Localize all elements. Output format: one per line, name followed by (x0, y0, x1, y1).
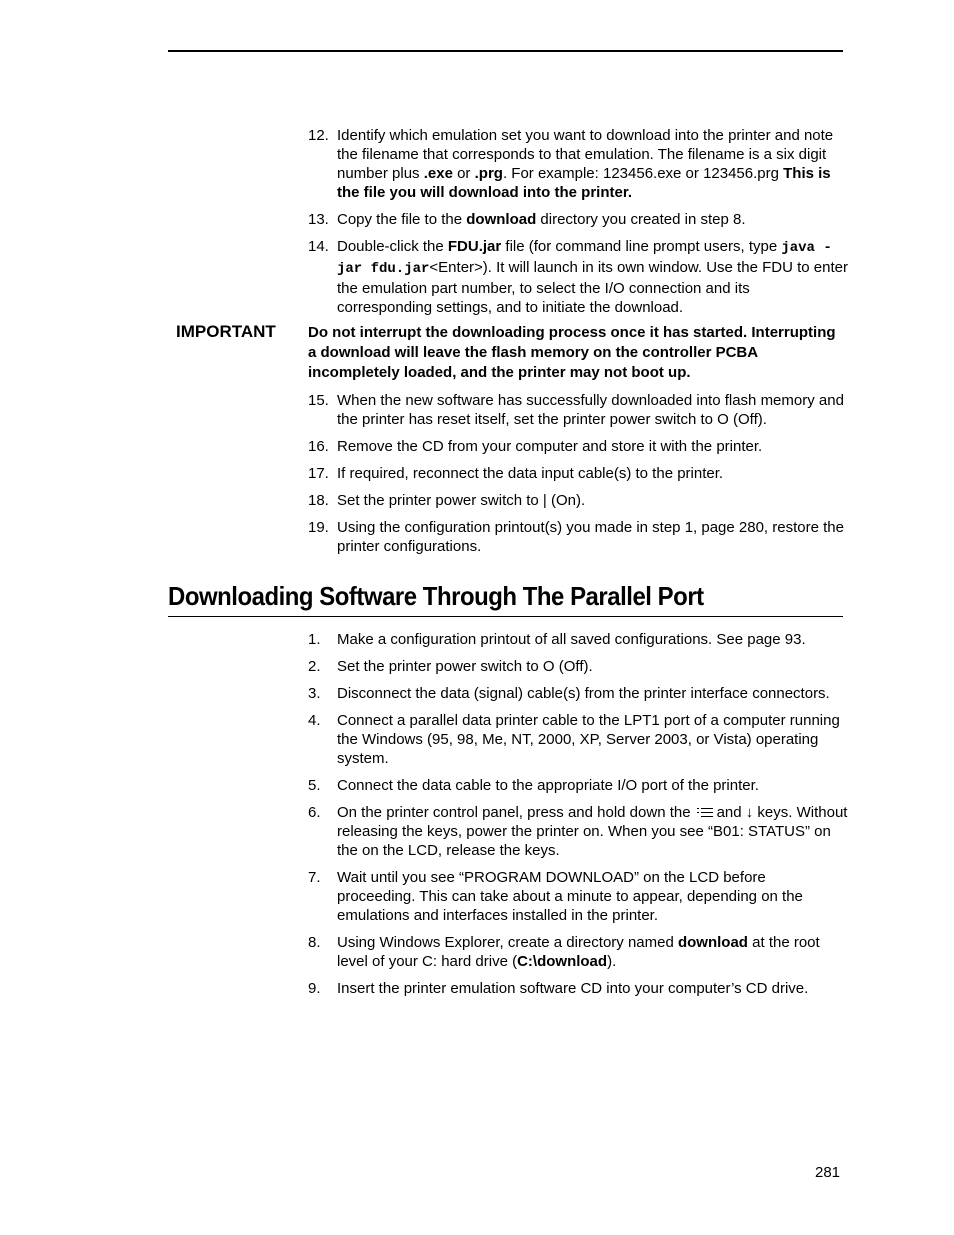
steps-list-continued (308, 391, 848, 564)
step-text: Set the printer power switch to | (On). (337, 492, 586, 509)
list-item (308, 518, 848, 556)
list-item (308, 391, 848, 429)
header-rule (168, 50, 843, 52)
list-item-number: 12. (308, 127, 329, 144)
list-item-number: 6. (308, 804, 321, 821)
step-text: If required, reconnect the data input cable(s) to the printer. (337, 465, 724, 482)
step-text: ). (607, 953, 617, 970)
list-item (308, 684, 848, 703)
list-item (308, 237, 848, 317)
step-text: or (452, 165, 475, 182)
list-item (308, 979, 848, 998)
step-text: and ↓ keys. Without releasing the keys, power the printer on. When you see “B01: STATUS” on the on the LCD, release the keys. (337, 804, 848, 859)
step-text: When the new software has successfully downloaded into flash memory and the printer has reset itself, set the printer power switch to O (Off). (337, 392, 844, 428)
list-item-number: 1. (308, 631, 321, 648)
list-item-number: 3. (308, 685, 321, 702)
list-item (308, 868, 848, 925)
list-item (308, 126, 848, 202)
list-item-number: 9. (308, 980, 321, 997)
step-text: Remove the CD from your computer and store it with the printer. (337, 438, 763, 455)
step-text: <Enter>). It will launch in its own window. Use the FDU to enter the emulation part number, to select the I/O connection and its corresponding settings, and to initiate the download. (337, 259, 848, 316)
bold-text: C:\download (517, 953, 608, 970)
list-item-number: 15. (308, 392, 329, 409)
step-text: Wait until you see “PROGRAM DOWNLOAD” on the LCD before proceeding. This can take about a minute to appear, depending on the emulations and interfaces installed in the printer. (337, 869, 803, 924)
list-item-number: 13. (308, 211, 329, 228)
list-item-number: 14. (308, 238, 329, 255)
step-text: Connect a parallel data printer cable to the LPT1 port of a computer running the Windows (95, 98, Me, NT, 2000, XP, Server 2003, or Vista) operating system. (337, 712, 840, 767)
steps-list-top (308, 126, 848, 325)
important-note: Do not interrupt the downloading process once it has started. Interrupting a download will leave the flash memory on the controller PCBA incompletely loaded, and the printer may not boot up. (308, 324, 836, 381)
step-text: Copy the file to the (337, 211, 467, 228)
step-text: Make a configuration printout of all saved configurations. See page 93. (337, 631, 806, 648)
step-text: directory you created in step 8. (536, 211, 746, 228)
step-text: Disconnect the data (signal) cable(s) from the printer interface connectors. (337, 685, 830, 702)
step-text: . For example: 123456.exe or 123456.prg (502, 165, 784, 182)
list-item (308, 491, 848, 510)
step-text: Using the configuration printout(s) you made in step 1, page 280, restore the printer configurations. (337, 519, 844, 555)
step-text: Double-click the (337, 238, 448, 255)
step-text: On the printer control panel, press and hold down the (337, 804, 691, 821)
steps-list-parallel-port (308, 630, 848, 1006)
bold-text: .exe (423, 165, 453, 182)
step-text: Identify which emulation set you want to download into the printer and note the filename that corresponds to that emulation. The filename is a six digit number plus (337, 127, 834, 182)
list-item (308, 437, 848, 456)
bold-text: .prg (474, 165, 503, 182)
bold-text: This is the file you will download into the printer. (337, 165, 831, 201)
list-item (308, 464, 848, 483)
bold-text: FDU.jar (447, 238, 502, 255)
list-item-number: 16. (308, 438, 329, 455)
page-number: 281 (815, 1164, 841, 1181)
list-item (308, 210, 848, 229)
list-item-number: 5. (308, 777, 321, 794)
list-item (308, 657, 848, 676)
command-text: java -jar fdu.jar (337, 240, 832, 277)
bold-text: download (466, 211, 537, 228)
list-item-number: 7. (308, 869, 321, 886)
list-item-number: 8. (308, 934, 321, 951)
section-heading-rule (168, 616, 843, 617)
list-item (308, 711, 848, 768)
list-item-number: 4. (308, 712, 321, 729)
step-text: Using Windows Explorer, create a directory named (337, 934, 678, 951)
list-item (308, 933, 848, 971)
section-heading: Downloading Software Through The Parallel Port (168, 581, 704, 611)
list-item-number: 19. (308, 519, 329, 536)
list-item (308, 803, 848, 860)
list-item (308, 630, 848, 649)
list-item-number: 18. (308, 492, 329, 509)
step-text: Connect the data cable to the appropriate I/O port of the printer. (337, 777, 759, 794)
list-item-number: 2. (308, 658, 321, 675)
step-text: Insert the printer emulation software CD into your computer’s CD drive. (337, 980, 809, 997)
list-item-number: 17. (308, 465, 329, 482)
step-text: Set the printer power switch to O (Off). (337, 658, 593, 675)
important-label: IMPORTANT (176, 322, 276, 341)
step-text: at the root level of your C: hard drive ( (337, 934, 820, 970)
list-item (308, 776, 848, 795)
menu-key-icon (697, 806, 713, 819)
bold-text: download (677, 934, 748, 951)
step-text: file (for command line prompt users, type (501, 238, 782, 255)
